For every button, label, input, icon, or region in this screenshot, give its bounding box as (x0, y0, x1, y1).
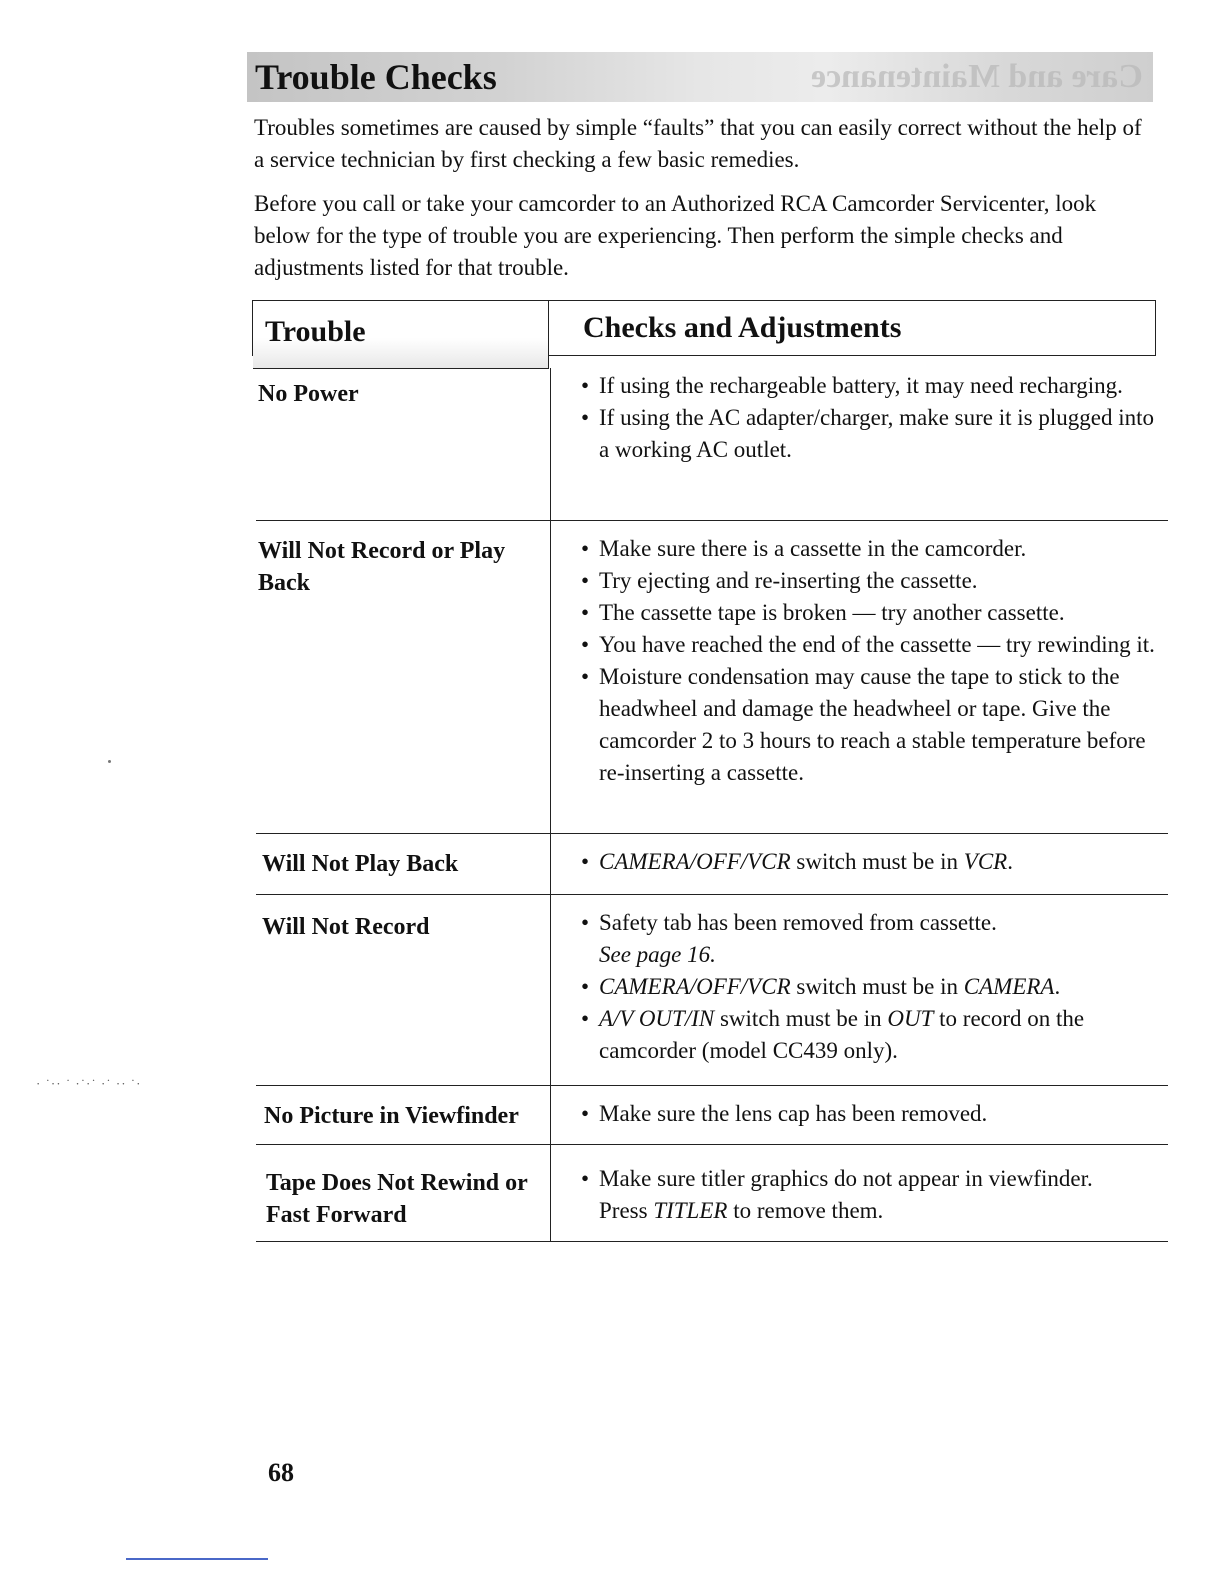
header-checks-label: Checks and Adjustments (583, 311, 902, 344)
switch-mode: OUT (887, 1006, 934, 1031)
switch-mode: CAMERA (963, 974, 1055, 999)
switch-name: CAMERA/OFF/VCR (599, 974, 791, 999)
table-row (256, 895, 1168, 1086)
trouble-name: Will Not Play Back (262, 851, 459, 877)
check-item: • Make sure there is a cassette in the camcorder. (581, 533, 1168, 565)
footer-rule (126, 1558, 268, 1560)
table-row (256, 521, 1168, 834)
check-text: switch must be in (790, 974, 964, 999)
table-row (256, 1145, 1168, 1242)
table-row (256, 1086, 1168, 1145)
trouble-name: No Power (258, 381, 359, 407)
check-item (581, 907, 1168, 971)
table-row (256, 368, 1168, 521)
check-item: • If using the AC adapter/charger, make sure it is plugged into a working AC outlet. (581, 402, 1168, 466)
check-text: . (1007, 849, 1013, 874)
switch-mode: VCR (963, 849, 1008, 874)
check-item (581, 971, 1168, 1003)
check-text: switch must be in (790, 849, 964, 874)
intro-text (254, 112, 1154, 296)
page-reference: See page 16. (599, 942, 716, 967)
check-item (581, 1163, 1168, 1227)
trouble-name: Tape Does Not Rewind or Fast Forward (266, 1170, 528, 1228)
page-title: Trouble Checks (255, 57, 497, 97)
intro-paragraph: Troubles sometimes are caused by simple “faults” that you can easily correct without the help of a service technician by first checking a few basic remedies. (254, 115, 1142, 172)
header-trouble-cell (253, 301, 549, 369)
bleed-through-heading: Care and Maintenance (811, 58, 1143, 95)
table-row (256, 834, 1168, 895)
checks-cell (550, 368, 1168, 520)
check-text: . (1054, 974, 1061, 999)
scan-artifact: · ˙·· ˙ ·˙·˙ ·˙ ·· ˙· (36, 1076, 142, 1091)
switch-name: CAMERA/OFF/VCR (599, 849, 791, 874)
title-banner (247, 52, 1153, 102)
intro-paragraph: Before you call or take your camcorder to an Authorized RCA Camcorder Servicenter, look below for the type of trouble you are experiencing. Then perform the simple checks and adjustments listed for that trouble. (254, 191, 1097, 280)
trouble-name: Will Not Record (262, 914, 430, 940)
check-text: Safety tab has been removed from cassette. (599, 910, 997, 935)
switch-name: A/V OUT/IN (599, 1006, 715, 1031)
checks-cell (550, 521, 1168, 833)
check-text: switch must be in (714, 1006, 888, 1031)
checks-cell (550, 1086, 1168, 1144)
table-header (252, 300, 1156, 356)
button-name: TITLER (653, 1198, 728, 1223)
check-item: • If using the rechargeable battery, it may need recharging. (581, 370, 1168, 402)
trouble-name: Will Not Record or Play Back (258, 538, 506, 596)
check-item: • Try ejecting and re-inserting the cassette. (581, 565, 1168, 597)
scan-artifact (108, 760, 111, 763)
trouble-name: No Picture in Viewfinder (264, 1103, 519, 1129)
check-text: to record on the camcorder (model CC439 only). (599, 1006, 1085, 1063)
check-text: to remove them. (727, 1198, 884, 1223)
check-item (581, 846, 1168, 878)
check-text: Make sure titler graphics do not appear in viewfinder. (599, 1166, 1093, 1191)
check-item: • Make sure the lens cap has been removed. (581, 1098, 1168, 1130)
check-item: • Moisture condensation may cause the tape to stick to the headwheel and damage the headwheel or tape. Give the camcorder 2 to 3 hours to reach a stable temperature before re-inserting a cassette. (581, 661, 1168, 789)
check-text: Press (599, 1198, 654, 1223)
header-trouble-label: Trouble (265, 315, 366, 348)
checks-cell (550, 834, 1168, 894)
page-number: 68 (268, 1458, 294, 1487)
check-item (581, 1003, 1168, 1067)
trouble-table (256, 368, 1168, 1242)
check-item: • You have reached the end of the cassette — try rewinding it. (581, 629, 1168, 661)
checks-cell (550, 1145, 1168, 1241)
check-item: • The cassette tape is broken — try another cassette. (581, 597, 1168, 629)
checks-cell (550, 895, 1168, 1085)
